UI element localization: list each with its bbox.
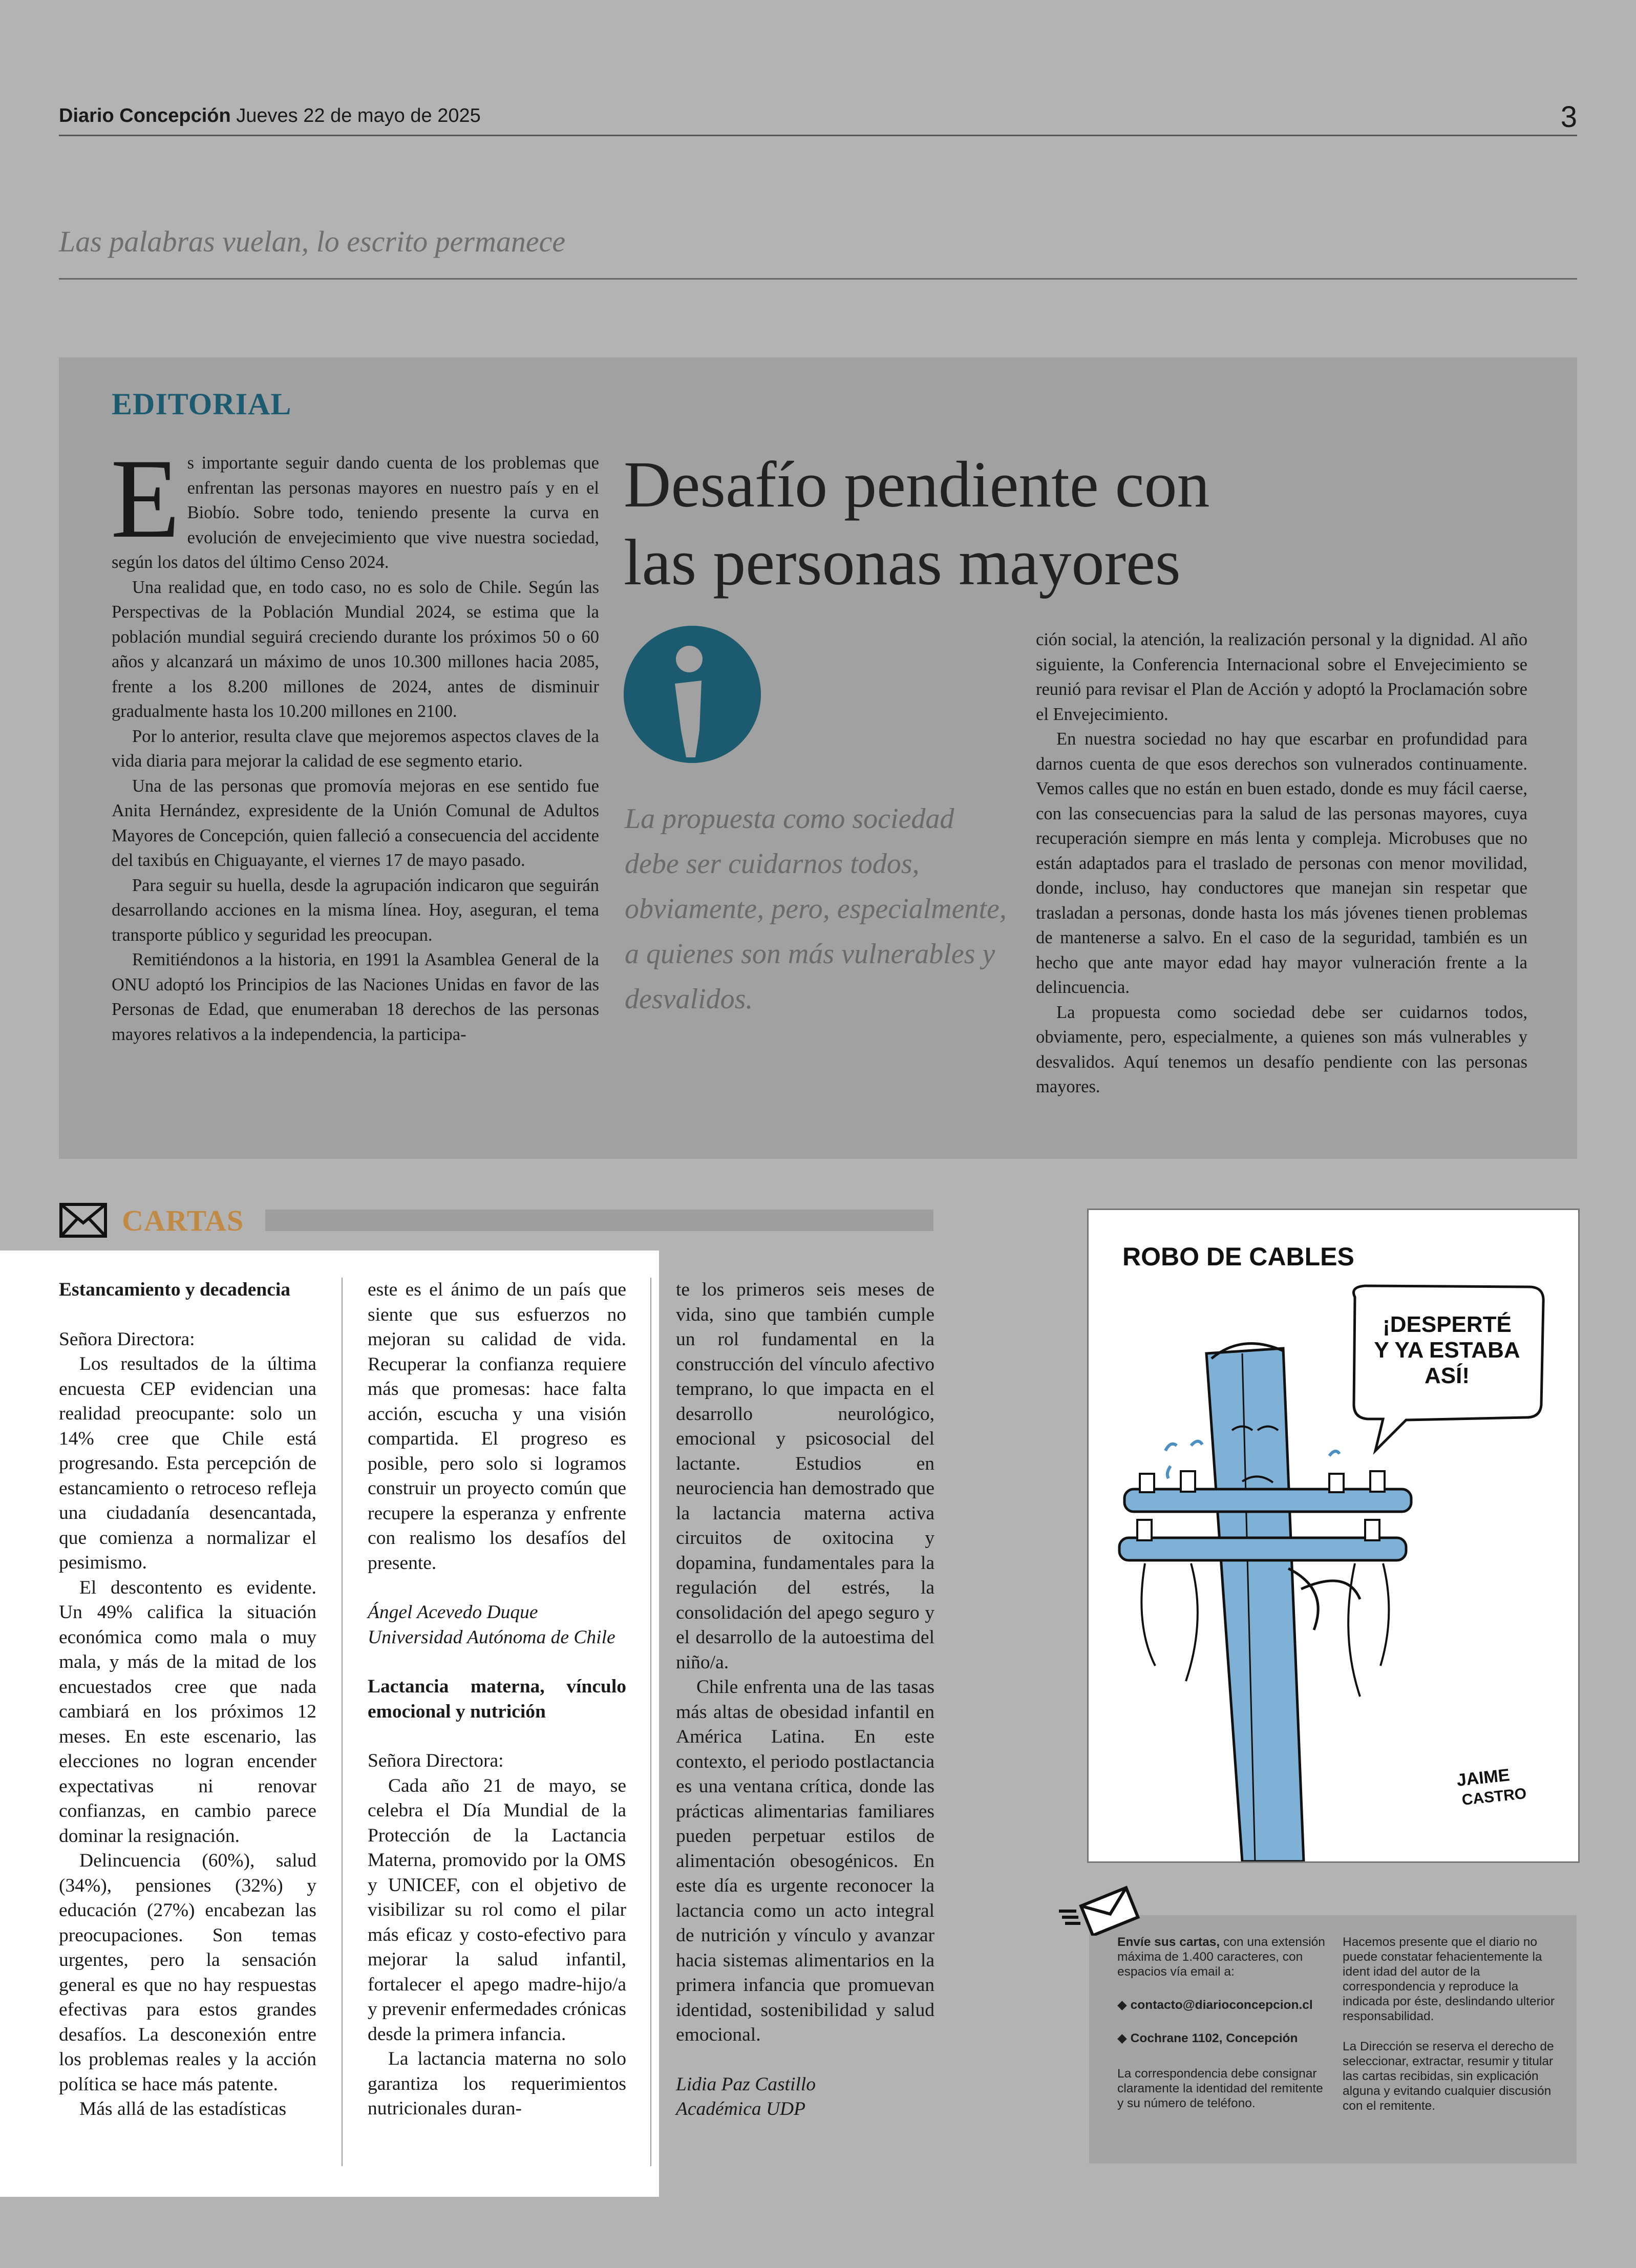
- tagline-rule: [59, 278, 1577, 280]
- letter-paragraph: Más allá de las estadísticas: [79, 2099, 287, 2119]
- cartoonist-signature: CASTRO: [1461, 1785, 1527, 1809]
- info-icon: [624, 623, 761, 766]
- cartoonist-signature: JAIME: [1455, 1765, 1511, 1790]
- drop-cap: E: [111, 436, 180, 562]
- speech-line: ¡DESPERTÉ: [1383, 1312, 1512, 1337]
- bullet-icon: ◆: [1117, 1998, 1127, 2012]
- editorial-paragraph: Una realidad que, en todo caso, no es solo de Chile. Según las Perspectivas de la Población Mundial 2024, se estima que la población mundial seguirá creciendo durante los próximos 50 o 60 años y alcanzará un máximo de unos 10.300 millones hacia 2085, frente a los 8.200 millones de 2024, antes de disminuir gradualmente hasta los 10.200 millones en 2100.: [112, 577, 599, 721]
- section-tagline: Las palabras vuelan, lo escrito permanece: [59, 225, 566, 258]
- issue-date: Jueves 22 de mayo de 2025: [236, 105, 481, 126]
- cartoon-panel: [1087, 1209, 1580, 1863]
- letter-paragraph: Cada año 21 de mayo, se celebra el Día Mundial de la Protección de la Lactancia Materna, promovido por la OMS y UNICEF, con el objetivo de visibilizar su rol como el pilar más eficaz y costo-efectivo para mejorar la salud infantil, fortalecer el apego madre-hijo/a y prevenir enfermedades crónicas desde la primera infancia.: [368, 1775, 626, 2045]
- letter-title: Estancamiento y decadencia: [59, 1279, 291, 1300]
- letter-paragraph: Chile enfrenta una de las tasas más altas de obesidad infantil en América Latina. En este contexto, el periodo postlactancia es una ventana crítica, donde las prácticas alimentarias familiares pueden perpetuar estilos de alimentación obesogénicos. En este día es urgente reconocer la lactancia como un acto integral de nutrición y vínculo y avanzar hacia sistemas alimentarios en la primera infancia que promuevan identidad, sostenibilidad y salud emocional.: [676, 1677, 934, 2045]
- editorial-paragraph: Es importante seguir dando cuenta de los problemas que enfrentan las personas mayores en nuestro país y en el Biobío. Sobre todo, teniendo presente la curva en evolución de envejecimiento que vive nuestra sociedad, según los datos del último Censo 2024.: [111, 436, 599, 572]
- cartas-bar: [265, 1210, 933, 1231]
- letter-paragraph: Los resultados de la última encuesta CEP evidencian una realidad preocupante: solo un 14% cree que Chile está progresando. Esta percepción de estancamiento o retroceso refleja una ciudadanía desencantada, que comienza a normalizar el pesimismo.: [59, 1353, 316, 1573]
- editorial-column-3: [1036, 627, 1527, 1099]
- letter-salutation: Señora Directora:: [368, 1750, 504, 1771]
- letter-signature-affiliation: Académica UDP: [676, 2099, 806, 2119]
- utility-pole: [1206, 1348, 1304, 1861]
- cartoon-illustration: [1089, 1210, 1578, 1861]
- info-intro: Envíe sus cartas, con una extensión máxima de 1.400 caracteres, con espacios vía email a:: [1117, 1935, 1325, 1979]
- pull-quote: La propuesta como sociedad debe ser cuidarnos todos, obviamente, pero, especialmente, a quienes son más vulnerables y desvalidos.: [625, 803, 1007, 1015]
- editorial-paragraph: En nuestra sociedad no hay que escarbar en profundidad para darnos cuenta de que esos derechos son vulnerados continuamente. Vemos calles que no están en buen estado, donde es muy fácil caerse, con las consecuencias para la salud de las personas mayores, cuya recuperación siempre en más lenta y compleja. Microbuses que no están adaptados para el traslado de personas con menor movilidad, donde, incluso, hay conductores que manejan sin respetar que trasladan a personas, donde hasta los más jóvenes tienen problemas de mantenerse a salvo. En el caso de la seguridad, también es un hecho que ante mayor edad hay mayor vulneración frente a la delincuencia.: [1036, 729, 1527, 997]
- letter-signature-affiliation: Universidad Autónoma de Chile: [368, 1626, 615, 1648]
- info-left: [1117, 1935, 1332, 2111]
- send-mail-icon: [1056, 1884, 1140, 1936]
- column-divider: [650, 1278, 651, 2166]
- masthead: [59, 105, 481, 127]
- editorial-paragraph: Una de las personas que promovía mejoras en ese sentido fue Anita Hernández, expresidente de la Unión Comunal de Adultos Mayores de Concepción, quien falleció a consecuencia del accidente del taxibús en Chiguayante, el viernes 17 de mayo pasado.: [112, 776, 599, 870]
- column-divider: [342, 1278, 343, 2166]
- page-number: 3: [1560, 100, 1577, 134]
- info-right: [1343, 1935, 1558, 2113]
- editorial-paragraph: Para seguir su huella, desde la agrupación indicaron que seguirán desarrollando acciones en la misma línea. Hoy, aseguran, el tema transporte público y seguridad les preocupan.: [112, 875, 599, 945]
- crossarm: [1119, 1538, 1406, 1560]
- editorial-paragraph: ción social, la atención, la realización personal y la dignidad. Al año siguiente, la Conferencia Internacional sobre el Envejecimiento se reunió para revisar el Plan de Acción y adoptó la Proclamación sobre el Envejecimiento.: [1036, 630, 1527, 724]
- editorial-paragraph: Por lo anterior, resulta clave que mejoremos aspectos claves de la vida diaria para mejorar la calidad de ese segmento etario.: [112, 726, 599, 771]
- header-rule: [59, 135, 1577, 136]
- paper-name: Diario Concepción: [59, 105, 231, 126]
- editorial-label: EDITORIAL: [112, 387, 292, 421]
- letter-signature-name: Ángel Acevedo Duque: [368, 1602, 538, 1623]
- editorial-paragraph: La propuesta como sociedad debe ser cuidarnos todos, obviamente, pero, especialmente, a quienes son más vulnerables y desvalidos. Aquí tenemos un desafío pendiente con las personas mayores.: [1036, 1002, 1527, 1096]
- speech-line: Y YA ESTABA: [1374, 1338, 1520, 1363]
- info-note: La Dirección se reserva el derecho de seleccionar, extractar, resumir y titular las cartas recibidas, sin explicación alguna y evitando cualquier discusión con el remitente.: [1343, 2040, 1554, 2113]
- letter-paragraph: La lactancia materna no solo garantiza los requerimientos nutricionales duran-: [368, 2048, 626, 2119]
- letter-signature-name: Lidia Paz Castillo: [676, 2073, 816, 2095]
- editorial-headline: Desafío pendiente con las personas mayores: [624, 448, 1210, 599]
- editorial-paragraph: Remitiéndonos a la historia, en 1991 la Asamblea General de la ONU adoptó los Principios de las Naciones Unidas en favor de las Personas de Edad, que enumeraban 18 derechos de las personas mayores relativos a la independencia, la participa-: [112, 950, 599, 1044]
- contact-email: ◆ contacto@diarioconcepcion.cl: [1117, 1998, 1313, 2012]
- letters-column-3: [676, 1278, 934, 2122]
- info-note: La correspondencia debe consignar claramente la identidad del remitente y su número de teléfono.: [1117, 2067, 1323, 2110]
- editorial-column-1: [111, 436, 599, 1047]
- letters-column-2: [368, 1278, 626, 2122]
- info-note: Hacemos presente que el diario no puede constatar fehacientemente la ident idad del autor de la correspondencia y reproduce la indicada por éste, deslindando ulterior responsabilidad.: [1343, 1935, 1555, 2023]
- letters-column-1: [59, 1278, 316, 2122]
- letter-paragraph: este es el ánimo de un país que siente que sus esfuerzos no mejoran su calidad de vida. Recuperar la confianza requiere más que promesas: hace falta acción, escucha y una visión compartida. El progreso es posible, pero solo si logramos construir un proyecto común que recupere la esperanza y enfrente con realismo los desafíos del presente.: [368, 1279, 626, 1574]
- crossarm: [1124, 1489, 1411, 1512]
- envelope-icon: [59, 1202, 108, 1238]
- letter-paragraph: El descontento es evidente. Un 49% califica la situación económica como mala o muy mala, y más de la mitad de los encuestados cree que nada cambiará en los próximos 12 meses. En este escenario, las elecciones no logran encender expectativas ni renovar confianzas, en cambio parece dominar la resignación.: [59, 1577, 316, 1847]
- cartas-label: CARTAS: [122, 1204, 244, 1237]
- cartoon-title: ROBO DE CABLES: [1122, 1242, 1354, 1271]
- bullet-icon: ◆: [1117, 2031, 1127, 2045]
- letter-paragraph: te los primeros seis meses de vida, sino que también cumple un rol fundamental en la construcción del vínculo afectivo temprano, lo que impacta en el desarrollo neurológico, emocional y psicosocial del lactante. Estudios en neurociencia han demostrado que la lactancia materna activa circuitos de oxitocina y dopamina, fundamentales para la regulación del estrés, la consolidación del apego seguro y el desarrollo de la autoestima del niño/a.: [676, 1279, 934, 1673]
- letter-salutation: Señora Directora:: [59, 1328, 195, 1350]
- contact-address: ◆ Cochrane 1102, Concepción: [1117, 2031, 1298, 2045]
- letter-paragraph: Delincuencia (60%), salud (34%), pensiones (32%) y educación (27%) encabezan las preocupaciones. Son temas urgentes, pero la sensación general es que no hay respuestas efectivas para estos grandes desafíos. La desconexión entre los problemas reales y la acción política se hace más patente.: [59, 1850, 316, 2095]
- speech-line: ASÍ!: [1425, 1363, 1470, 1388]
- letter-title: Lactancia materna, vínculo emocional y nutrición: [368, 1676, 626, 1722]
